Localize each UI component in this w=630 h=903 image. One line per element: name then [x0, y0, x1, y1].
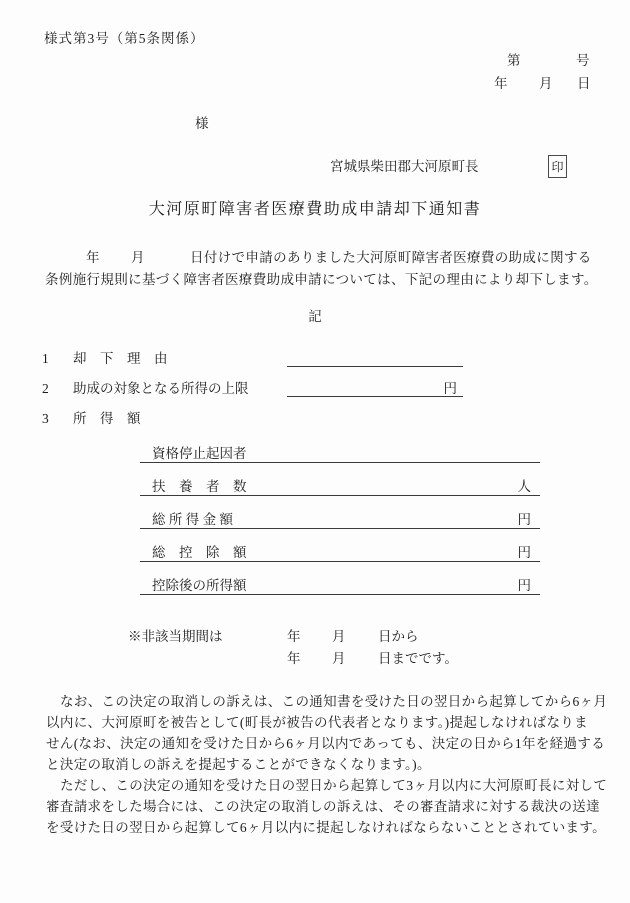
row-label: 資格停止起因者	[152, 445, 247, 461]
date-year-label: 年	[494, 76, 508, 91]
intro-line1: 日付けで申請のありました大河原町障害者医療費の助成に関する	[190, 250, 592, 265]
income-row-disqualification-cause	[140, 446, 540, 463]
unit-label: 円	[443, 380, 457, 396]
doc-number-prefix: 第	[507, 53, 521, 68]
item-number: 3	[42, 411, 49, 426]
date-day-label: 日	[577, 76, 591, 91]
row-label: 控除後の所得額	[152, 577, 247, 593]
exclusion-note-label: ※非該当期間は	[128, 629, 223, 644]
unit-label: 円	[517, 577, 531, 593]
item-label: 所 得 額	[73, 411, 141, 426]
to-year-label: 年	[287, 651, 301, 666]
item-label: 助成の対象となる所得の上限	[73, 381, 249, 396]
paragraph-line: 審査請求をした場合には、この決定の取消しの訴えは、その審査請求に対する裁決の送達	[46, 799, 600, 814]
row-label: 総 控 除 額	[152, 544, 247, 560]
to-day-label: 日までです。	[378, 651, 458, 666]
unit-label: 人	[517, 478, 531, 494]
page-title: 大河原町障害者医療費助成申請却下通知書	[148, 201, 482, 218]
intro-month-label: 月	[131, 250, 145, 265]
paragraph-line: なお、この決定の取消しの訴えは、この通知書を受けた日の翌日から起算してから6ヶ月	[60, 694, 608, 709]
date-month-label: 月	[539, 76, 553, 91]
paragraph-line: せん(なお、決定の通知を受けた日から6ヶ月以内であっても、決定の日から1年を経過する	[46, 736, 606, 751]
addressee-honorific: 様	[195, 116, 209, 131]
intro-year-label: 年	[86, 250, 100, 265]
from-day-label: 日から	[378, 629, 419, 644]
paragraph-line: ただし、この決定の通知を受けた日の翌日から起算して3ヶ月以内に大河原町長に対して	[60, 778, 608, 793]
item-label: 却 下 理 由	[73, 351, 168, 366]
paragraph-line: を受けた日の翌日から起算して6ヶ月以内に提起しなければならないこととされています。	[46, 820, 607, 835]
form-number: 様式第3号（第5条関係）	[44, 31, 205, 46]
intro-line2: 条例施行規則に基づく障害者医療費助成申請については、下記の理由により却下します。	[45, 272, 598, 287]
paragraph-line: 以内に、大河原町を被告として(町長が被告の代表者となります。)提起しなければなりま	[46, 715, 589, 730]
income-row-dependents-count	[140, 479, 540, 496]
seal-mark: 印	[551, 159, 564, 174]
income-row-income-after-deductions	[140, 578, 540, 595]
unit-label: 円	[517, 511, 531, 527]
item-number: 2	[42, 381, 49, 396]
to-month-label: 月	[332, 651, 346, 666]
row-label: 扶 養 者 数	[152, 478, 247, 494]
from-year-label: 年	[287, 629, 301, 644]
blank-line	[287, 352, 463, 367]
seal-box	[548, 155, 567, 178]
paragraph-line: と決定の取消しの訴えを提起することができなくなります。)。	[46, 757, 431, 772]
from-month-label: 月	[332, 629, 346, 644]
income-row-total-deductions	[140, 545, 540, 562]
item-number: 1	[42, 351, 49, 366]
record-marker: 記	[308, 309, 322, 324]
unit-label: 円	[517, 544, 531, 560]
row-label: 総 所 得 金 額	[152, 511, 233, 527]
doc-number-suffix: 号	[576, 53, 590, 68]
blank-line	[287, 382, 463, 397]
sender-title: 宮城県柴田郡大河原町長	[330, 159, 479, 174]
income-row-gross-income	[140, 512, 540, 529]
